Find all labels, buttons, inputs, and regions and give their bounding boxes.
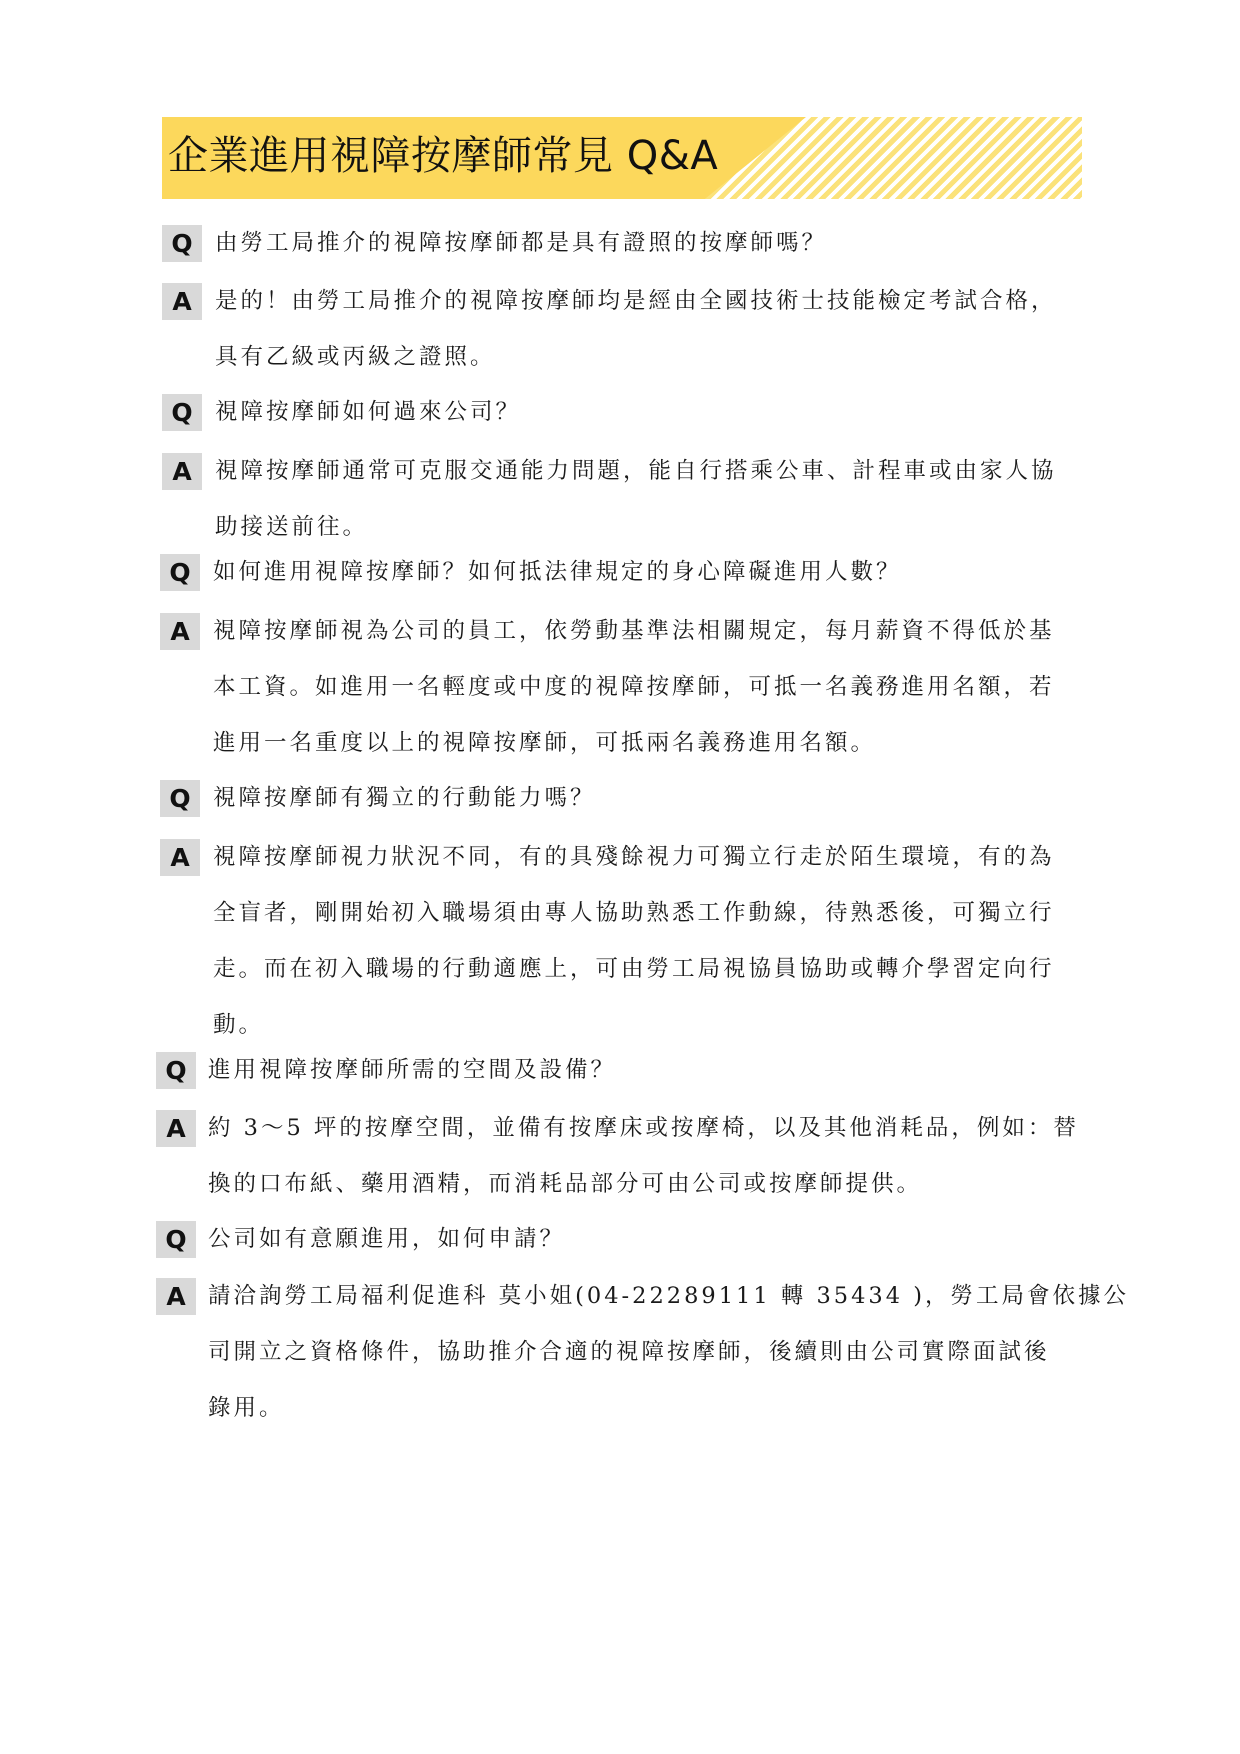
answer-line: 進用一名重度以上的視障按摩師，可抵兩名義務進用名額。: [213, 730, 877, 756]
answer-badge: A: [162, 453, 202, 490]
answer-line: 本工資。如進用一名輕度或中度的視障按摩師，可抵一名義務進用名額，若: [213, 674, 1055, 700]
answer-line: 全盲者，剛開始初入職場須由專人協助熟悉工作動線，待熟悉後，可獨立行: [213, 900, 1055, 926]
answer-line: 助接送前往。: [215, 514, 369, 540]
question-badge: Q: [162, 225, 202, 262]
question-text: 由勞工局推介的視障按摩師都是具有證照的按摩師嗎？: [215, 230, 828, 256]
answer-line: 動。: [213, 1012, 265, 1038]
question-text: 視障按摩師如何過來公司？: [215, 399, 522, 425]
question-text: 視障按摩師有獨立的行動能力嗎？: [213, 785, 596, 811]
answer-line: 司開立之資格條件，協助推介合適的視障按摩師，後續則由公司實際面試後: [208, 1339, 1050, 1365]
question-badge: Q: [162, 394, 202, 431]
question-text: 如何進用視障按摩師？如何抵法律規定的身心障礙進用人數？: [213, 559, 902, 585]
answer-line: 視障按摩師通常可克服交通能力問題，能自行搭乘公車、計程車或由家人協: [215, 458, 1057, 484]
question-badge: Q: [156, 1052, 196, 1089]
answer-line: 約 3～5 坪的按摩空間，並備有按摩床或按摩椅，以及其他消耗品，例如：替: [208, 1115, 1079, 1141]
answer-line: 請洽詢勞工局福利促進科 莫小姐(04-22289111 轉 35434 )，勞工局會依據公: [208, 1283, 1129, 1309]
answer-line: 是的！由勞工局推介的視障按摩師均是經由全國技術士技能檢定考試合格，: [215, 288, 1057, 314]
answer-badge: A: [156, 1278, 196, 1315]
page-title: 企業進用視障按摩師常見 Q&A: [168, 133, 719, 179]
answer-line: 視障按摩師視為公司的員工，依勞動基準法相關規定，每月薪資不得低於基: [213, 618, 1055, 644]
answer-badge: A: [160, 839, 200, 876]
answer-badge: A: [162, 283, 202, 320]
answer-line: 換的口布紙、藥用酒精，而消耗品部分可由公司或按摩師提供。: [208, 1171, 923, 1197]
title-banner: [162, 117, 1082, 199]
answer-line: 走。而在初入職場的行動適應上，可由勞工局視協員協助或轉介學習定向行: [213, 956, 1055, 982]
answer-line: 具有乙級或丙級之證照。: [215, 344, 496, 370]
question-badge: Q: [160, 780, 200, 817]
question-text: 進用視障按摩師所需的空間及設備？: [208, 1057, 617, 1083]
question-text: 公司如有意願進用，如何申請？: [208, 1226, 566, 1252]
answer-badge: A: [156, 1110, 196, 1147]
answer-line: 錄用。: [208, 1395, 285, 1421]
answer-line: 視障按摩師視力狀況不同，有的具殘餘視力可獨立行走於陌生環境，有的為: [213, 844, 1055, 870]
answer-badge: A: [160, 613, 200, 650]
question-badge: Q: [156, 1221, 196, 1258]
question-badge: Q: [160, 554, 200, 591]
